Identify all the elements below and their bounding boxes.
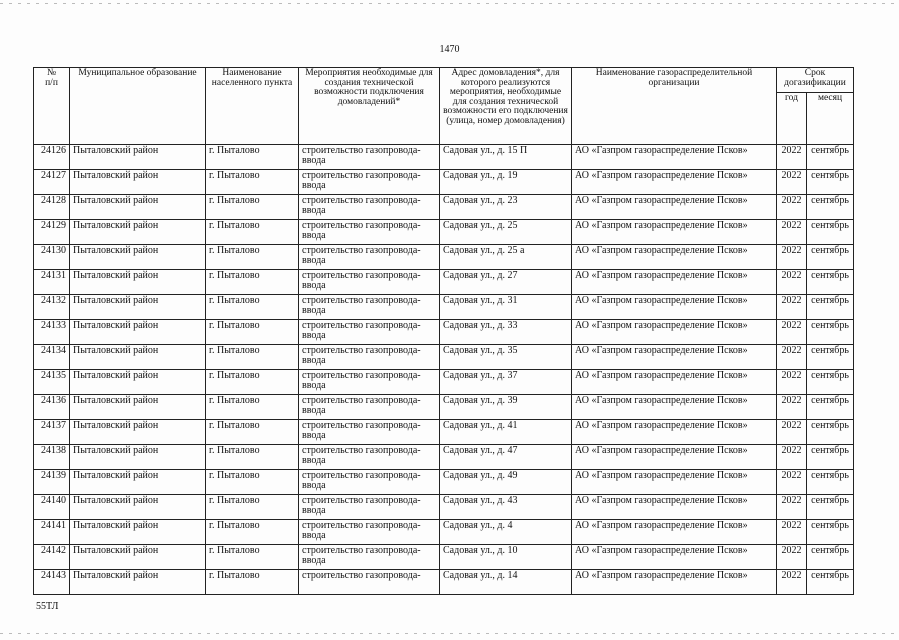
row-year: 2022 bbox=[777, 545, 807, 570]
row-municipality: Пыталовский район bbox=[70, 520, 206, 545]
row-year: 2022 bbox=[777, 520, 807, 545]
row-year: 2022 bbox=[777, 270, 807, 295]
header-municipality: Муниципальное образование bbox=[70, 68, 206, 145]
row-month: сентябрь bbox=[807, 445, 854, 470]
row-measure: строительство газопровода-ввода bbox=[299, 145, 440, 170]
scan-edge-bottom bbox=[0, 633, 899, 634]
row-year: 2022 bbox=[777, 370, 807, 395]
row-measure: строительство газопровода-ввода bbox=[299, 295, 440, 320]
header-locality: Наименование населенного пункта bbox=[206, 68, 299, 145]
row-month: сентябрь bbox=[807, 570, 854, 595]
row-locality: г. Пыталово bbox=[206, 395, 299, 420]
row-number: 24138 bbox=[34, 445, 70, 470]
row-measure: строительство газопровода-ввода bbox=[299, 270, 440, 295]
row-municipality: Пыталовский район bbox=[70, 270, 206, 295]
row-address: Садовая ул., д. 27 bbox=[440, 270, 572, 295]
row-measure: строительство газопровода- bbox=[299, 570, 440, 595]
row-address: Садовая ул., д. 4 bbox=[440, 520, 572, 545]
row-year: 2022 bbox=[777, 445, 807, 470]
row-number: 24134 bbox=[34, 345, 70, 370]
row-month: сентябрь bbox=[807, 395, 854, 420]
row-address: Садовая ул., д. 15 П bbox=[440, 145, 572, 170]
row-month: сентябрь bbox=[807, 145, 854, 170]
header-gas-org: Наименование газораспределительной организации bbox=[572, 68, 777, 145]
row-month: сентябрь bbox=[807, 170, 854, 195]
row-number: 24130 bbox=[34, 245, 70, 270]
row-locality: г. Пыталово bbox=[206, 545, 299, 570]
row-year: 2022 bbox=[777, 420, 807, 445]
row-municipality: Пыталовский район bbox=[70, 245, 206, 270]
row-year: 2022 bbox=[777, 395, 807, 420]
row-month: сентябрь bbox=[807, 470, 854, 495]
row-year: 2022 bbox=[777, 470, 807, 495]
row-number: 24132 bbox=[34, 295, 70, 320]
row-gas-org: АО «Газпром газораспределение Псков» bbox=[572, 520, 777, 545]
row-municipality: Пыталовский район bbox=[70, 395, 206, 420]
row-gas-org: АО «Газпром газораспределение Псков» bbox=[572, 295, 777, 320]
row-locality: г. Пыталово bbox=[206, 570, 299, 595]
row-number: 24137 bbox=[34, 420, 70, 445]
row-municipality: Пыталовский район bbox=[70, 495, 206, 520]
row-month: сентябрь bbox=[807, 420, 854, 445]
row-locality: г. Пыталово bbox=[206, 345, 299, 370]
row-month: сентябрь bbox=[807, 245, 854, 270]
row-locality: г. Пыталово bbox=[206, 370, 299, 395]
row-locality: г. Пыталово bbox=[206, 245, 299, 270]
page-number: 1470 bbox=[439, 44, 460, 55]
table-row bbox=[34, 395, 854, 420]
row-gas-org: АО «Газпром газораспределение Псков» bbox=[572, 470, 777, 495]
table-row bbox=[34, 345, 854, 370]
row-number: 24142 bbox=[34, 545, 70, 570]
row-address: Садовая ул., д. 19 bbox=[440, 170, 572, 195]
row-gas-org: АО «Газпром газораспределение Псков» bbox=[572, 245, 777, 270]
row-gas-org: АО «Газпром газораспределение Псков» bbox=[572, 345, 777, 370]
table-row bbox=[34, 170, 854, 195]
row-measure: строительство газопровода-ввода bbox=[299, 395, 440, 420]
row-address: Садовая ул., д. 35 bbox=[440, 345, 572, 370]
row-municipality: Пыталовский район bbox=[70, 145, 206, 170]
table-row bbox=[34, 420, 854, 445]
table-row bbox=[34, 145, 854, 170]
row-municipality: Пыталовский район bbox=[70, 295, 206, 320]
row-gas-org: АО «Газпром газораспределение Псков» bbox=[572, 570, 777, 595]
row-month: сентябрь bbox=[807, 195, 854, 220]
row-number: 24131 bbox=[34, 270, 70, 295]
table-row bbox=[34, 245, 854, 270]
gasification-table bbox=[33, 67, 854, 595]
row-measure: строительство газопровода-ввода bbox=[299, 420, 440, 445]
table-row bbox=[34, 370, 854, 395]
row-address: Садовая ул., д. 41 bbox=[440, 420, 572, 445]
table-row bbox=[34, 520, 854, 545]
row-locality: г. Пыталово bbox=[206, 420, 299, 445]
row-gas-org: АО «Газпром газораспределение Псков» bbox=[572, 195, 777, 220]
table-row bbox=[34, 295, 854, 320]
table-row bbox=[34, 470, 854, 495]
row-address: Садовая ул., д. 49 bbox=[440, 470, 572, 495]
row-address: Садовая ул., д. 39 bbox=[440, 395, 572, 420]
footer-code: 55ТЛ bbox=[36, 601, 59, 612]
row-locality: г. Пыталово bbox=[206, 295, 299, 320]
table-row bbox=[34, 570, 854, 595]
row-municipality: Пыталовский район bbox=[70, 420, 206, 445]
row-measure: строительство газопровода-ввода bbox=[299, 170, 440, 195]
row-month: сентябрь bbox=[807, 370, 854, 395]
row-municipality: Пыталовский район bbox=[70, 195, 206, 220]
table-row bbox=[34, 320, 854, 345]
header-term: Срок догазификации bbox=[777, 68, 854, 93]
row-address: Садовая ул., д. 25 bbox=[440, 220, 572, 245]
row-address: Садовая ул., д. 43 bbox=[440, 495, 572, 520]
row-municipality: Пыталовский район bbox=[70, 570, 206, 595]
row-month: сентябрь bbox=[807, 270, 854, 295]
header-month: месяц bbox=[807, 93, 854, 145]
table-row bbox=[34, 195, 854, 220]
row-locality: г. Пыталово bbox=[206, 145, 299, 170]
row-measure: строительство газопровода-ввода bbox=[299, 520, 440, 545]
row-number: 24143 bbox=[34, 570, 70, 595]
row-locality: г. Пыталово bbox=[206, 495, 299, 520]
row-municipality: Пыталовский район bbox=[70, 170, 206, 195]
row-month: сентябрь bbox=[807, 520, 854, 545]
row-year: 2022 bbox=[777, 145, 807, 170]
row-gas-org: АО «Газпром газораспределение Псков» bbox=[572, 320, 777, 345]
row-gas-org: АО «Газпром газораспределение Псков» bbox=[572, 270, 777, 295]
table-row bbox=[34, 220, 854, 245]
row-month: сентябрь bbox=[807, 495, 854, 520]
row-measure: строительство газопровода-ввода bbox=[299, 195, 440, 220]
row-gas-org: АО «Газпром газораспределение Псков» bbox=[572, 220, 777, 245]
table-body bbox=[34, 145, 854, 595]
row-gas-org: АО «Газпром газораспределение Псков» bbox=[572, 445, 777, 470]
header-num: № п/п bbox=[34, 68, 70, 145]
row-address: Садовая ул., д. 10 bbox=[440, 545, 572, 570]
row-year: 2022 bbox=[777, 170, 807, 195]
row-municipality: Пыталовский район bbox=[70, 370, 206, 395]
row-year: 2022 bbox=[777, 495, 807, 520]
row-measure: строительство газопровода-ввода bbox=[299, 545, 440, 570]
row-year: 2022 bbox=[777, 195, 807, 220]
row-address: Садовая ул., д. 37 bbox=[440, 370, 572, 395]
row-month: сентябрь bbox=[807, 545, 854, 570]
row-number: 24140 bbox=[34, 495, 70, 520]
table-row bbox=[34, 495, 854, 520]
row-measure: строительство газопровода-ввода bbox=[299, 370, 440, 395]
row-measure: строительство газопровода-ввода bbox=[299, 320, 440, 345]
row-municipality: Пыталовский район bbox=[70, 220, 206, 245]
row-locality: г. Пыталово bbox=[206, 270, 299, 295]
row-municipality: Пыталовский район bbox=[70, 345, 206, 370]
row-month: сентябрь bbox=[807, 295, 854, 320]
row-gas-org: АО «Газпром газораспределение Псков» bbox=[572, 420, 777, 445]
table-row bbox=[34, 270, 854, 295]
row-gas-org: АО «Газпром газораспределение Псков» bbox=[572, 545, 777, 570]
row-address: Садовая ул., д. 23 bbox=[440, 195, 572, 220]
row-number: 24136 bbox=[34, 395, 70, 420]
row-number: 24127 bbox=[34, 170, 70, 195]
row-gas-org: АО «Газпром газораспределение Псков» bbox=[572, 170, 777, 195]
row-month: сентябрь bbox=[807, 345, 854, 370]
row-locality: г. Пыталово bbox=[206, 220, 299, 245]
row-address: Садовая ул., д. 14 bbox=[440, 570, 572, 595]
row-locality: г. Пыталово bbox=[206, 195, 299, 220]
row-municipality: Пыталовский район bbox=[70, 445, 206, 470]
row-locality: г. Пыталово bbox=[206, 445, 299, 470]
row-number: 24133 bbox=[34, 320, 70, 345]
row-measure: строительство газопровода-ввода bbox=[299, 345, 440, 370]
row-gas-org: АО «Газпром газораспределение Псков» bbox=[572, 395, 777, 420]
row-number: 24128 bbox=[34, 195, 70, 220]
row-gas-org: АО «Газпром газораспределение Псков» bbox=[572, 145, 777, 170]
row-number: 24139 bbox=[34, 470, 70, 495]
header-address: Адрес домовладения*, для которого реализуются мероприятия, необходимые для создания технической возможности его подключения (улица, номер домовладения) bbox=[440, 68, 572, 145]
row-measure: строительство газопровода-ввода bbox=[299, 245, 440, 270]
row-year: 2022 bbox=[777, 320, 807, 345]
row-address: Садовая ул., д. 31 bbox=[440, 295, 572, 320]
row-year: 2022 bbox=[777, 345, 807, 370]
row-gas-org: АО «Газпром газораспределение Псков» bbox=[572, 495, 777, 520]
row-address: Садовая ул., д. 25 а bbox=[440, 245, 572, 270]
row-municipality: Пыталовский район bbox=[70, 545, 206, 570]
row-number: 24135 bbox=[34, 370, 70, 395]
row-year: 2022 bbox=[777, 295, 807, 320]
row-month: сентябрь bbox=[807, 320, 854, 345]
row-gas-org: АО «Газпром газораспределение Псков» bbox=[572, 370, 777, 395]
row-locality: г. Пыталово bbox=[206, 520, 299, 545]
row-number: 24129 bbox=[34, 220, 70, 245]
row-locality: г. Пыталово bbox=[206, 170, 299, 195]
row-municipality: Пыталовский район bbox=[70, 320, 206, 345]
row-measure: строительство газопровода-ввода bbox=[299, 470, 440, 495]
row-year: 2022 bbox=[777, 220, 807, 245]
row-number: 24141 bbox=[34, 520, 70, 545]
row-number: 24126 bbox=[34, 145, 70, 170]
row-address: Садовая ул., д. 47 bbox=[440, 445, 572, 470]
table-row bbox=[34, 545, 854, 570]
row-municipality: Пыталовский район bbox=[70, 470, 206, 495]
row-year: 2022 bbox=[777, 570, 807, 595]
header-measures: Мероприятия необходимые для создания технической возможности подключения домовладений* bbox=[299, 68, 440, 145]
header-year: год bbox=[777, 93, 807, 145]
row-month: сентябрь bbox=[807, 220, 854, 245]
row-address: Садовая ул., д. 33 bbox=[440, 320, 572, 345]
row-year: 2022 bbox=[777, 245, 807, 270]
row-measure: строительство газопровода-ввода bbox=[299, 445, 440, 470]
table-row bbox=[34, 445, 854, 470]
row-measure: строительство газопровода-ввода bbox=[299, 495, 440, 520]
row-locality: г. Пыталово bbox=[206, 320, 299, 345]
row-locality: г. Пыталово bbox=[206, 470, 299, 495]
scan-edge-top bbox=[0, 3, 899, 4]
row-measure: строительство газопровода-ввода bbox=[299, 220, 440, 245]
